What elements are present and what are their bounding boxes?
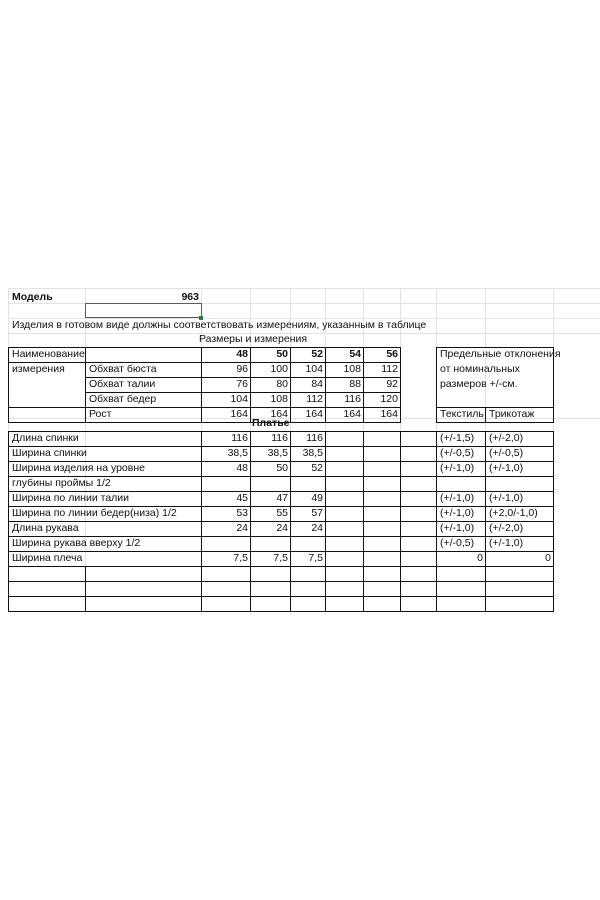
- knit-tolerance: (+/-1,0): [489, 462, 524, 474]
- dress-value: 57: [311, 507, 323, 519]
- size-header-54: 54: [349, 348, 361, 360]
- knit-header: Трикотаж: [489, 408, 535, 420]
- knit-tolerance: (+/-2,0): [489, 522, 524, 534]
- dress-value: 116: [271, 432, 288, 444]
- dress-value: 47: [276, 492, 288, 504]
- name-header: Наименование: [12, 348, 85, 360]
- dress-value: 7,5: [273, 552, 288, 564]
- dress-value: 53: [236, 507, 248, 519]
- knit-tolerance: (+/-0,5): [489, 447, 524, 459]
- measure-value: 76: [236, 378, 248, 390]
- measure-value: 164: [305, 408, 323, 420]
- textile-header: Текстиль: [440, 408, 484, 420]
- dress-row-label: Длина рукава: [12, 522, 79, 534]
- table-border: [8, 566, 554, 567]
- dress-row-label: Ширина рукава вверху 1/2: [12, 537, 141, 549]
- table-border: [436, 431, 437, 612]
- dress-value: 50: [276, 462, 288, 474]
- size-header-50: 50: [276, 348, 288, 360]
- dress-row-label: Ширина по линии бедер(низа) 1/2: [12, 507, 177, 519]
- requirement-note: Изделия в готовом виде должны соответствовать измерениям, указанным в таблице: [12, 319, 427, 331]
- table-border: [400, 347, 401, 423]
- sizes-title: Размеры и измерения: [198, 333, 308, 345]
- table-border: [325, 431, 326, 612]
- dress-row-label: Ширина плеча: [12, 552, 83, 564]
- dress-value: 116: [231, 432, 248, 444]
- size-header-56: 56: [386, 348, 398, 360]
- textile-tolerance: (+/-1,0): [440, 492, 475, 504]
- dress-value: 24: [236, 522, 248, 534]
- dress-value: 48: [236, 462, 248, 474]
- dress-value: 7,5: [233, 552, 248, 564]
- dress-row-label: глубины проймы 1/2: [12, 477, 111, 489]
- measure-value: 164: [343, 408, 361, 420]
- textile-tolerance: (+/-1,5): [440, 432, 475, 444]
- measure-value: 84: [311, 378, 323, 390]
- measure-value: 92: [386, 378, 398, 390]
- dress-value: 38,5: [267, 447, 288, 459]
- measure-value: 164: [380, 408, 398, 420]
- tolerance-header: Предельные отклонения: [440, 348, 561, 360]
- table-border: [8, 422, 400, 423]
- measure-label: Обхват талии: [89, 378, 156, 390]
- measure-value: 120: [380, 393, 398, 405]
- measure-value: 112: [381, 363, 398, 375]
- measure-value: 164: [270, 408, 288, 420]
- table-border: [8, 347, 9, 423]
- name-header-continued: измерения: [12, 363, 65, 375]
- knit-tolerance: (+/-2,0): [489, 432, 524, 444]
- table-border: [8, 431, 9, 612]
- textile-tolerance: (+/-1,0): [440, 522, 475, 534]
- table-border: [400, 431, 401, 612]
- dress-value: 38,5: [302, 447, 323, 459]
- textile-tolerance: (+/-1,0): [440, 462, 475, 474]
- table-border: [8, 611, 554, 612]
- tolerance-header-3: размеров +/-см.: [440, 378, 518, 390]
- knit-tolerance: (+2,0/-1,0): [489, 507, 538, 519]
- measure-value: 116: [344, 393, 361, 405]
- measure-value: 164: [230, 408, 248, 420]
- measure-value: 108: [343, 363, 361, 375]
- table-border: [363, 431, 364, 612]
- spreadsheet: [8, 288, 600, 608]
- textile-tolerance: (+/-1,0): [440, 507, 475, 519]
- dress-value: 45: [236, 492, 248, 504]
- table-border: [553, 431, 554, 612]
- tolerance-header-2: от номинальных: [440, 363, 520, 375]
- table-border: [485, 431, 486, 612]
- measure-label: Обхват бюста: [89, 363, 157, 375]
- knit-tolerance: 0: [545, 552, 551, 564]
- measure-value: 108: [270, 393, 288, 405]
- dress-value: 24: [276, 522, 288, 534]
- dress-value: 52: [311, 462, 323, 474]
- dress-value: 116: [306, 432, 323, 444]
- dress-value: 49: [311, 492, 323, 504]
- dress-title: Платье: [252, 417, 290, 429]
- measure-value: 96: [236, 363, 248, 375]
- table-border: [8, 596, 554, 597]
- dress-row-label: Ширина изделия на уровне: [12, 462, 145, 474]
- dress-value: 24: [311, 522, 323, 534]
- measure-label: Рост: [89, 408, 112, 420]
- table-border: [436, 422, 554, 423]
- model-value: 963: [181, 291, 199, 303]
- dress-value: 7,5: [308, 552, 323, 564]
- size-header-48: 48: [236, 348, 248, 360]
- measure-value: 100: [270, 363, 288, 375]
- size-header-52: 52: [311, 348, 323, 360]
- table-border: [436, 347, 437, 423]
- measure-value: 104: [230, 393, 248, 405]
- measure-value: 80: [276, 378, 288, 390]
- table-border: [8, 581, 554, 582]
- measure-value: 88: [349, 378, 361, 390]
- dress-row-label: Ширина спинки: [12, 447, 87, 459]
- dress-row-label: Длина спинки: [12, 432, 79, 444]
- knit-tolerance: (+/-1,0): [489, 492, 524, 504]
- textile-tolerance: (+/-0,5): [440, 537, 475, 549]
- measure-value: 104: [305, 363, 323, 375]
- dress-value: 55: [276, 507, 288, 519]
- measure-value: 112: [306, 393, 323, 405]
- dress-value: 38,5: [227, 447, 248, 459]
- model-label: Модель: [12, 291, 53, 303]
- dress-row-label: Ширина по линии талии: [12, 492, 130, 504]
- table-border: [85, 566, 86, 612]
- knit-tolerance: (+/-1,0): [489, 537, 524, 549]
- selected-cell[interactable]: [85, 303, 202, 318]
- textile-tolerance: 0: [477, 552, 483, 564]
- gridline: [8, 288, 600, 289]
- measure-label: Обхват бедер: [89, 393, 157, 405]
- textile-tolerance: (+/-0,5): [440, 447, 475, 459]
